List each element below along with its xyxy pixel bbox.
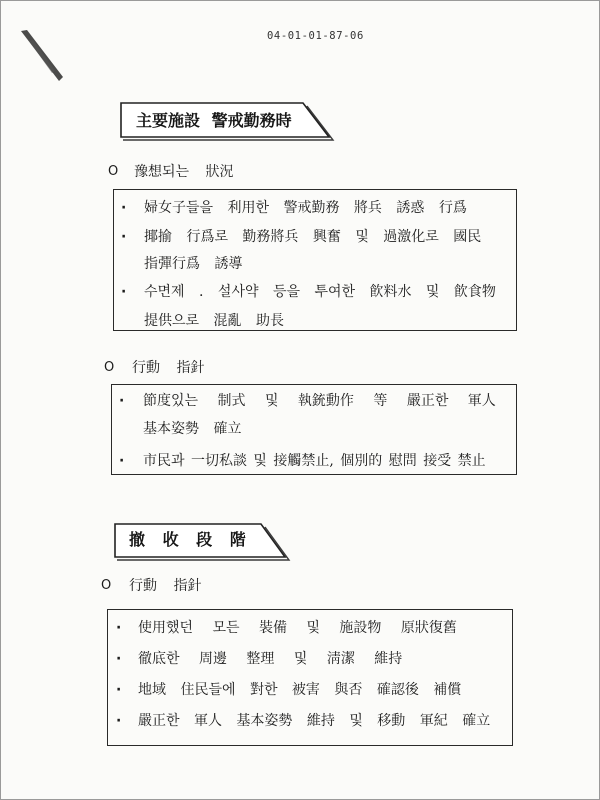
list-item-text: 徹底한 周邊 整理 및 淸潔 維持 — [138, 651, 403, 667]
list-item-text: 市民과 一切私談 및 接觸禁止, 個別的 慰問 接受 禁止 — [143, 453, 486, 469]
heading-marker: O — [108, 164, 119, 179]
list-item-text-continued: 指彈行爲 誘導 — [144, 256, 243, 272]
list-bullet: · — [116, 620, 122, 636]
document-code: 04-01-01-87-06 — [267, 30, 364, 42]
list-item-text: 婦女子들을 利用한 警戒勤務 將兵 誘惑 行爲 — [144, 200, 467, 216]
scan-corner-mark — [15, 27, 75, 87]
section-title-withdrawal: 撤 收 段 階 — [129, 530, 246, 549]
list-item-text: 嚴正한 軍人 基本姿勢 維持 및 移動 軍紀 確立 — [138, 713, 491, 729]
section-title-guard-duty: 主要施設 警戒勤務時 — [136, 111, 292, 130]
list-item-text-continued: 基本姿勢 確立 — [143, 421, 242, 437]
heading-marker: O — [104, 360, 115, 375]
heading-expected-situations: 豫想되는 狀況 — [134, 164, 234, 180]
list-item-text: 使用했던 모든 裝備 및 施設物 原狀復舊 — [138, 620, 457, 636]
list-bullet: · — [116, 682, 122, 698]
list-bullet: · — [121, 229, 127, 245]
list-item-text: 地域 住民들에 對한 被害 與否 確認後 補償 — [138, 682, 462, 698]
list-item-text: 揶揄 行爲로 勤務將兵 興奮 및 過激化로 國民 — [144, 229, 482, 245]
list-bullet: · — [121, 200, 127, 216]
list-item-text-continued: 提供으로 混亂 助長 — [144, 313, 284, 329]
list-bullet: · — [119, 393, 125, 409]
list-bullet: · — [116, 713, 122, 729]
heading-marker: O — [101, 578, 112, 593]
heading-action-guidelines: 行動 指針 — [129, 578, 202, 594]
list-item-text: 節度있는 制式 및 執銃動作 等 嚴正한 軍人 — [143, 393, 496, 409]
list-bullet: · — [121, 284, 127, 300]
list-item-text: 수면제 . 설사약 등을 투여한 飮料水 및 飮食物 — [144, 284, 496, 300]
heading-action-guidelines: 行動 指針 — [132, 360, 205, 376]
list-bullet: · — [116, 651, 122, 667]
list-bullet: · — [119, 453, 125, 469]
